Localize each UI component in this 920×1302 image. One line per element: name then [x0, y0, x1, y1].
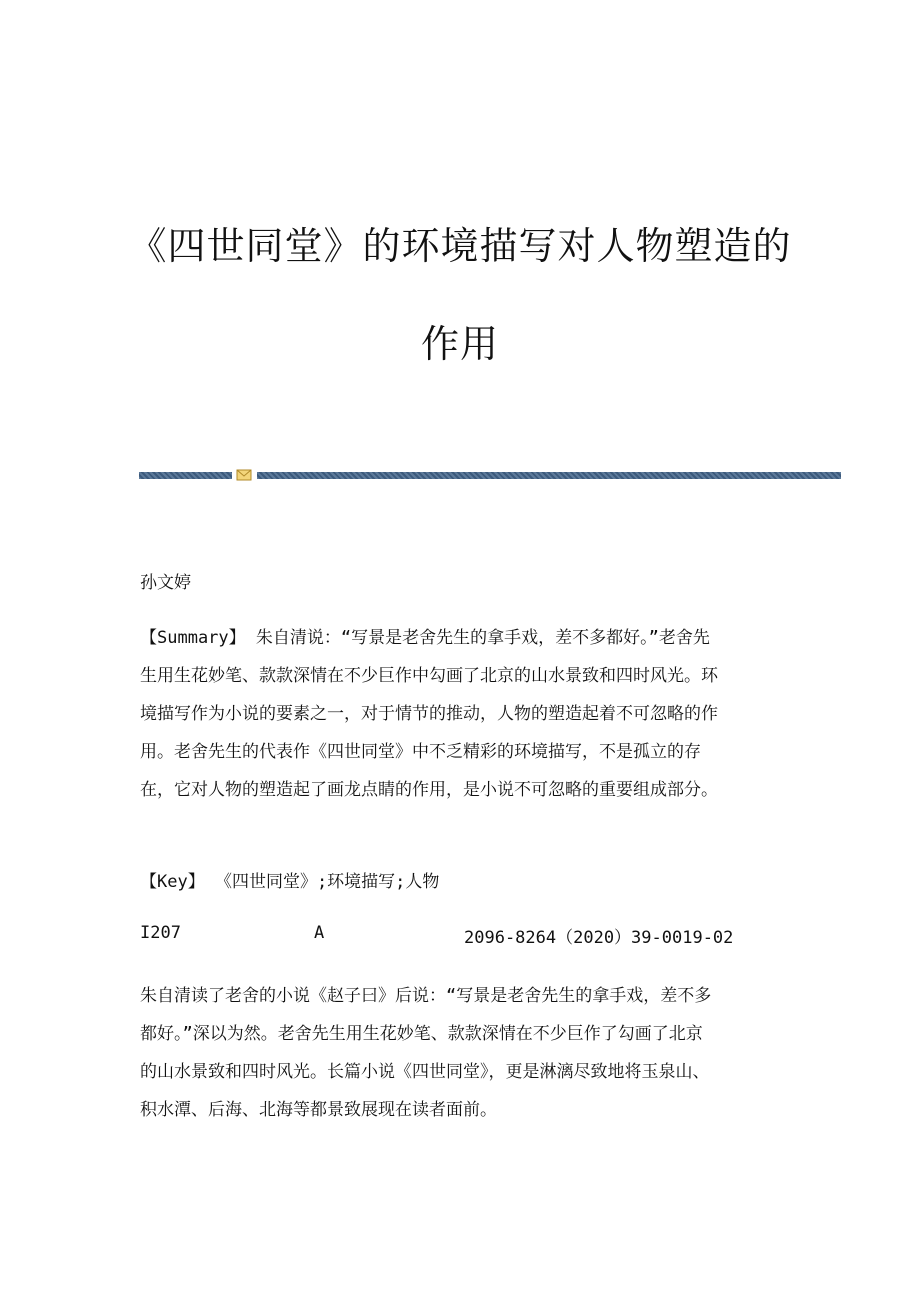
divider-bar-left — [139, 472, 232, 479]
decorative-divider — [139, 469, 841, 481]
summary-line: 在，它对人物的塑造起了画龙点睛的作用，是小说不可忽略的重要组成部分。 — [140, 780, 718, 800]
document-code: A — [314, 923, 325, 943]
envelope-ornament-icon — [236, 469, 252, 481]
title-line-2: 作用 — [420, 322, 499, 366]
body-paragraph — [140, 977, 711, 1129]
body-line: 的山水景致和四时风光。长篇小说《四世同堂》，更是淋漓尽致地将玉泉山、 — [140, 1062, 710, 1082]
clc-number: I207 — [140, 923, 181, 943]
divider-bar-right — [257, 472, 841, 479]
article-id: 2096-8264（2020）39-0019-02 — [464, 928, 734, 948]
summary-line: 生用生花妙笔、款款深情在不少巨作中勾画了北京的山水景致和四时风光。环 — [140, 666, 718, 686]
body-line: 朱自清读了老舍的小说《赵子曰》后说：“写景是老舍先生的拿手戏，差不多 — [140, 986, 712, 1006]
summary-paragraph — [140, 619, 718, 809]
summary-line: 【Summary】 朱自清说：“写景是老舍先生的拿手戏，差不多都好。”老舍先 — [140, 628, 710, 648]
author-name: 孙文婷 — [140, 573, 191, 593]
body-line: 积水潭、后海、北海等都景致展现在读者面前。 — [140, 1100, 497, 1120]
summary-line: 用。老舍先生的代表作《四世同堂》中不乏精彩的环境描写，不是孤立的存 — [140, 742, 701, 762]
body-line: 都好。”深以为然。老舍先生用生花妙笔、款款深情在不少巨作了勾画了北京 — [140, 1024, 703, 1044]
title-line-1: 《四世同堂》的环境描写对人物塑造的 — [128, 224, 792, 268]
keywords-line: 【Key】 《四世同堂》;环境描写;人物 — [140, 872, 440, 892]
classification-line — [140, 923, 734, 948]
summary-line: 境描写作为小说的要素之一，对于情节的推动，人物的塑造起着不可忽略的作 — [140, 704, 718, 724]
